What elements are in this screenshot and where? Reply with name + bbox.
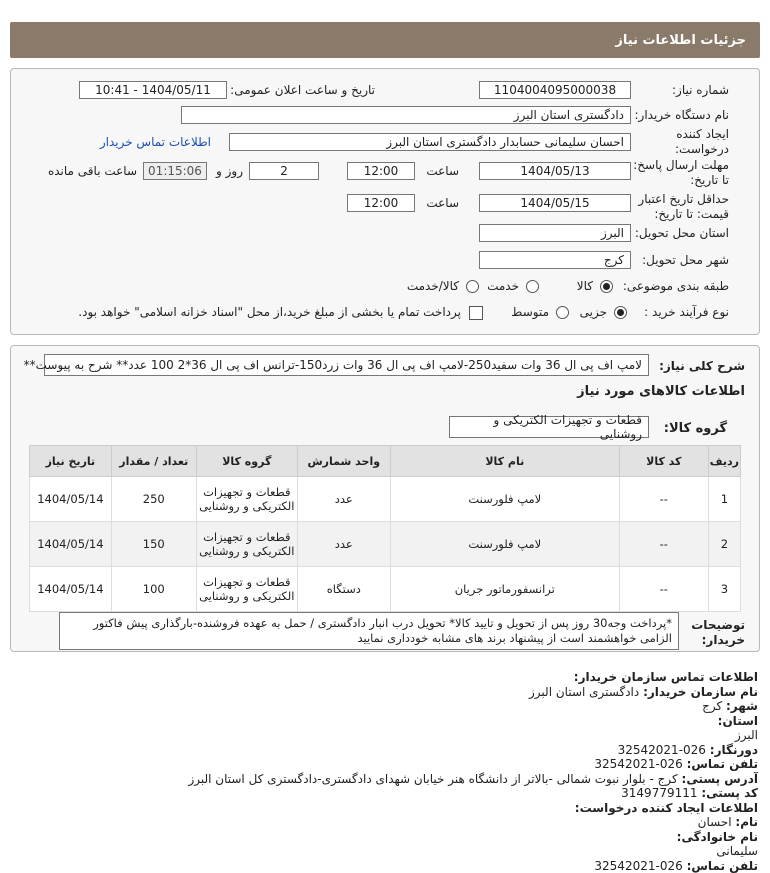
city-field: کرج [479,251,631,269]
row-group: قطعات و تجهیزات الکتریکی و روشنایی [196,477,297,522]
contact-section [12,670,758,873]
postal-value: 3149779111 [621,786,698,800]
announce-label: تاریخ و ساعت اعلان عمومی: [230,83,375,97]
row-qty: 100 [111,567,196,612]
buyer-notes-label: توضیحات [691,618,745,632]
row-group: قطعات و تجهیزات الکتریکی و روشنایی [196,567,297,612]
process-medium-label: متوسط [511,305,549,319]
buyer-notes-field: *پرداخت وجه30 روز پس از تحویل و تایید کالا* تحویل درب انبار دادگستری / حمل به عهده فروشنده-بارگذاری پیش فاکتور الزامی خواهشمند است از پیشنهاد برند های مشابه خودداری نمایید [59,612,679,650]
row-unit: عدد [297,477,390,522]
name-value: احسان [697,815,732,829]
category-service-radio[interactable] [526,280,539,293]
category-both-radio[interactable] [466,280,479,293]
row-qty: 150 [111,522,196,567]
items-table [29,445,741,612]
org-label: نام سازمان خریدار: [643,684,758,699]
validity-label: حداقل تاریخ اعتبار [638,192,729,206]
table-row[interactable] [30,567,741,612]
treasury-checkbox[interactable] [469,306,483,320]
process-minor-label: جزیی [579,305,607,319]
page-title: جزئیات اطلاعات نیاز [615,32,746,48]
org-value: دادگستری استان البرز [529,684,640,699]
table-row[interactable] [30,522,741,567]
creator-phone-value: 026-32542021 [594,858,683,873]
page-header [10,22,760,58]
validity-label-2: قیمت: تا تاریخ: [654,207,729,221]
contact-buyer-link[interactable]: اطلاعات تماس خریدار [99,135,211,149]
family-label: نام خانوادگی: [676,829,758,844]
col-group: گروه کالا [196,446,297,477]
process-minor-radio[interactable] [614,306,627,319]
col-date: تاریخ نیاز [30,446,112,477]
row-code: -- [619,477,708,522]
city-label: شهر محل تحویل: [642,253,729,267]
process-medium-radio[interactable] [556,306,569,319]
fax-value: 026-32542021 [617,742,706,757]
days-field: 2 [249,162,319,180]
remaining-label: ساعت باقی مانده [47,164,137,178]
reply-deadline-label-2: تا تاریخ: [690,173,729,187]
creator-info-title: اطلاعات ایجاد کننده درخواست: [574,800,758,815]
process-label: نوع فرآیند خرید : [644,305,729,319]
need-number-field: 1104004095000038 [479,81,631,99]
row-group: قطعات و تجهیزات الکتریکی و روشنایی [196,522,297,567]
name-label: نام: [735,815,758,829]
col-code: کد کالا [619,446,708,477]
days-label: روز و [216,164,243,178]
announce-field: 1404/05/11 - 10:41 [79,81,227,99]
row-unit: دستگاه [297,567,390,612]
buyer-notes-label-2: خریدار: [701,633,745,647]
row-index: 2 [708,522,740,567]
phone-label: تلفن تماس: [686,757,758,771]
city-value: کرج [702,699,723,713]
province-field: البرز [479,224,631,242]
category-service-label: خدمت [487,279,519,293]
group-field: قطعات و تجهیزات الکتریکی و روشنایی [449,416,649,438]
remaining-time-field: 01:15:06 [143,162,207,180]
province-label: استان: [717,713,758,728]
row-index: 1 [708,477,740,522]
row-unit: عدد [297,522,390,567]
row-date: 1404/05/14 [30,567,112,612]
col-index: ردیف [708,446,740,477]
buyer-org-label: نام دستگاه خریدار: [634,108,729,122]
province-value: البرز [734,728,758,742]
row-name: ترانسفورماتور جریان [390,567,619,612]
fax-label: دورنگار: [709,742,758,757]
table-header-row [30,446,741,477]
items-panel [10,345,760,652]
need-number-label: شماره نیاز: [672,83,729,97]
creator-label-2: درخواست: [675,142,729,156]
row-name: لامپ فلورسنت [390,522,619,567]
summary-field: لامپ اف پی ال 36 وات سفید250-لامپ اف پی ال 36 وات زرد150-ترانس اف پی ال 36*2 100 عدد** شرح به پیوست** [44,354,649,376]
creator-phone-label: تلفن تماس: [686,858,758,873]
reply-time-label: ساعت [426,164,459,178]
family-value: سلیمانی [716,844,758,858]
phone-value: 026-32542021 [594,757,683,771]
reply-deadline-label: مهلت ارسال پاسخ: [633,158,729,172]
creator-label: ایجاد کننده [676,127,729,141]
need-info-panel [10,68,760,335]
contact-title: اطلاعات تماس سازمان خریدار: [573,670,758,684]
reply-date-field: 1404/05/13 [479,162,631,180]
category-label: طبقه بندی موضوعی: [622,279,729,293]
row-date: 1404/05/14 [30,477,112,522]
row-qty: 250 [111,477,196,522]
row-name: لامپ فلورسنت [390,477,619,522]
table-row[interactable] [30,477,741,522]
col-name: نام کالا [390,446,619,477]
category-both-label: کالا/خدمت [406,279,459,293]
creator-field: احسان سلیمانی حسابدار دادگستری استان البرز [229,133,631,151]
treasury-note: پرداخت تمام یا بخشی از مبلغ خرید،از محل "اسناد خزانه اسلامی" خواهد بود. [78,305,461,319]
address-value: کرج - بلوار نبوت شمالی -بالاتر از دانشگاه هنر خیابان شهدای دادگستری-دادگستری کل استان البرز [188,771,678,786]
city-label: شهر: [726,699,758,713]
col-unit: واحد شمارش [297,446,390,477]
row-date: 1404/05/14 [30,522,112,567]
row-index: 3 [708,567,740,612]
items-title: اطلاعات کالاهای مورد نیاز [577,384,745,399]
row-code: -- [619,567,708,612]
province-label: استان محل تحویل: [634,226,729,240]
address-label: آدرس پستی: [681,771,758,786]
validity-time-label: ساعت [426,196,459,210]
postal-label: کد پستی: [701,786,758,800]
row-code: -- [619,522,708,567]
group-label: گروه کالا: [663,421,727,436]
validity-time-field: 12:00 [347,194,415,212]
buyer-org-field: دادگستری استان البرز [181,106,631,124]
reply-time-field: 12:00 [347,162,415,180]
summary-label: شرح کلی نیاز: [659,359,745,373]
category-goods-label: کالا [576,279,593,293]
category-goods-radio[interactable] [600,280,613,293]
validity-date-field: 1404/05/15 [479,194,631,212]
col-qty: تعداد / مقدار [111,446,196,477]
